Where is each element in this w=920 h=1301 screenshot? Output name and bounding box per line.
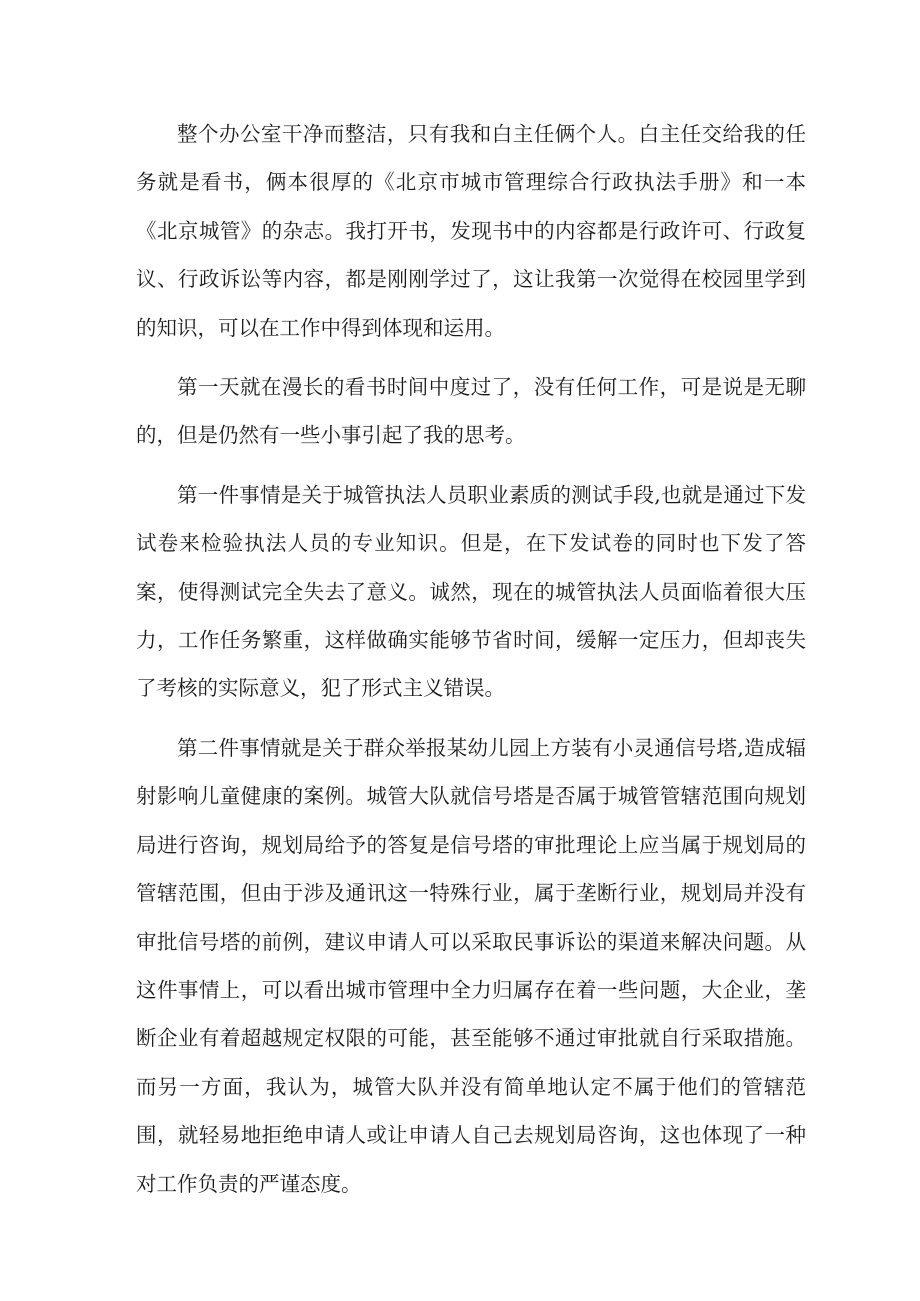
paragraph-3: 第一件事情是关于城管执法人员职业素质的测试手段,也就是通过下发试卷来检验执法人员的专业知识。但是，在下发试卷的同时也下发了答案，使得测试完全失去了意义。诚然，现在的城管执法人员面临着很大压力，工作任务繁重，这样做确实能够节省时间，缓解一定压力，但却丧失了考核的实际意义，犯了形式主义错误。 (136, 482, 806, 701)
paragraph-4: 第二件事情就是关于群众举报某幼儿园上方装有小灵通信号塔,造成辐射影响儿童健康的案例。城管大队就信号塔是否属于城管管辖范围向规划局进行咨询，规划局给予的答复是信号塔的审批理论上应当属于规划局的管辖范围，但由于涉及通讯这一特殊行业，属于垄断行业，规划局并没有审批信号塔的前例，建议申请人可以采取民事诉讼的渠道来解决问题。从这件事情上，可以看出城市管理中全力归属存在着一些问题，大企业，垄断企业有着超越规定权限的可能，甚至能够不通过审批就自行采取措施。而另一方面，我认为，城管大队并没有简单地认定不属于他们的管辖范围，就轻易地拒绝申请人或让申请人自己去规划局咨询，这也体现了一种对工作负责的严谨态度。 (136, 735, 806, 1196)
paragraph-1: 整个办公室干净而整洁，只有我和白主任俩个人。白主任交给我的任务就是看书，俩本很厚的《北京市城市管理综合行政执法手册》和一本《北京城管》的杂志。我打开书，发现书中的内容都是行政许可、行政复议、行政诉讼等内容，都是刚刚学过了，这让我第一次觉得在校园里学到的知识，可以在工作中得到体现和运用。 (136, 122, 806, 340)
paragraph-2: 第一天就在漫长的看书时间中度过了，没有任何工作，可是说是无聊的，但是仍然有一些小事引起了我的思考。 (136, 375, 806, 448)
document-body (136, 110, 806, 1208)
